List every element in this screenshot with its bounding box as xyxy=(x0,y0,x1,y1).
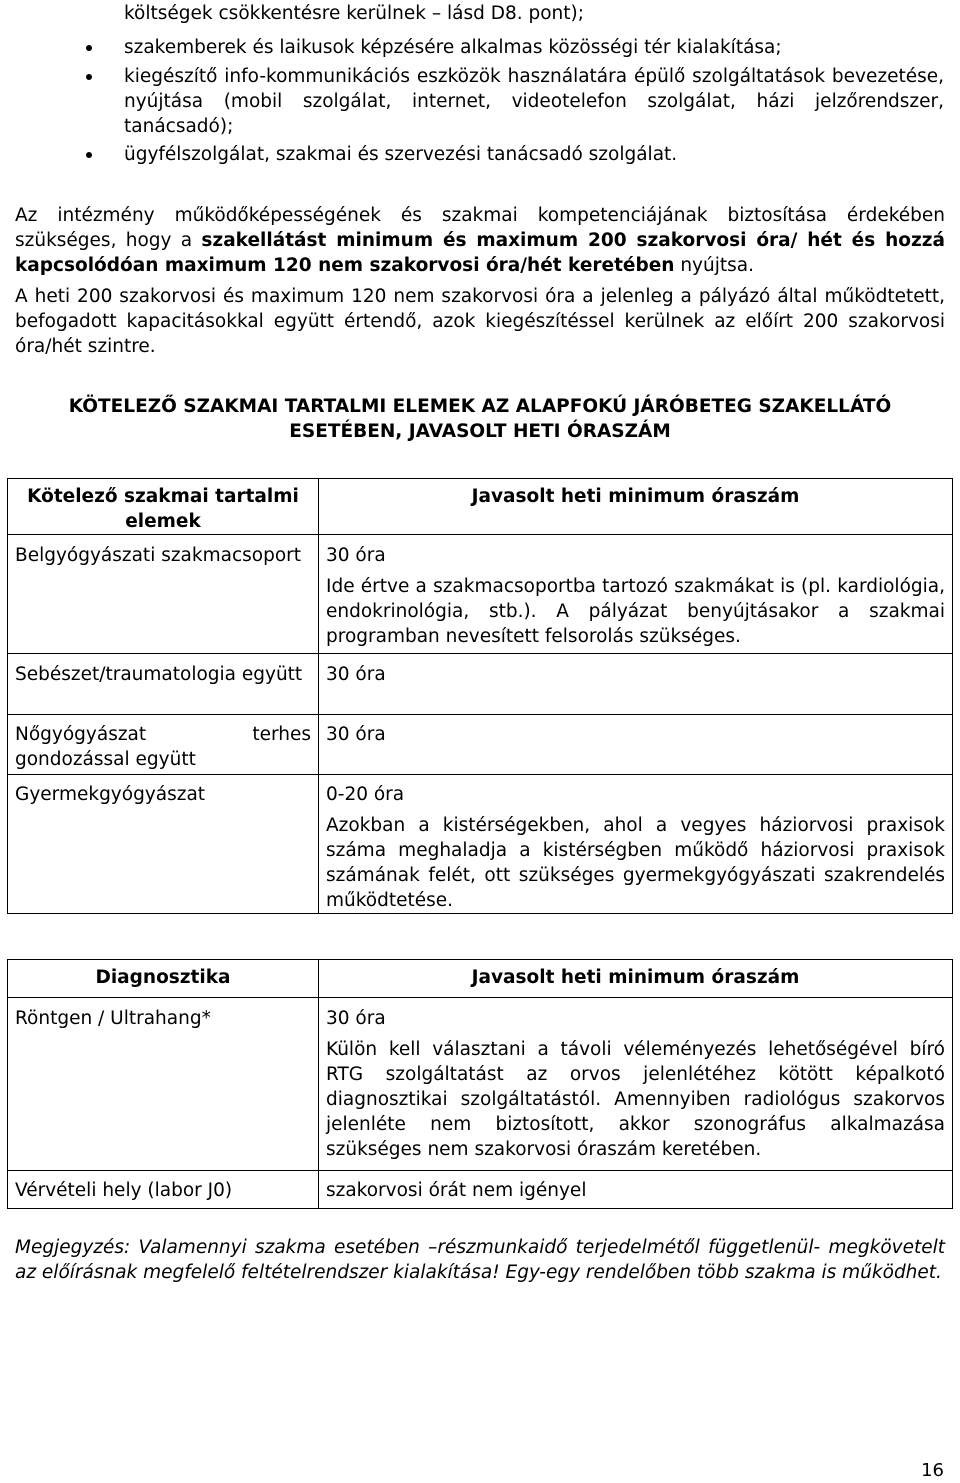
table-cell-hours: 30 óra Külön kell választani a távoli véleményezés lehetőségével bíró RTG szolgáltatást az orvos jelenlétéhez kötött képalkotó diagnosztikai szolgáltatástól. Amennyiben radiológus szakorvos jelenléte nem biztosított, akkor szonográfus alkalmazása szükséges nem szakorvosi óraszám keretében. xyxy=(319,998,953,1171)
paragraph-capacity: Az intézmény működőképességének és szakmai kompetenciájának biztosítása érdekében szükséges, hogy a szakellátást minimum és maximum 200 szakorvosi óra/ hét és hozzá kapcsolódóan maximum 120 nem szakorvosi óra/hét keretében nyújtsa. xyxy=(15,205,945,276)
table-header-row xyxy=(8,479,953,535)
table-cell-hours: 30 óra Ide értve a szakmacsoportba tartozó szakmákat is (pl. kardiológia, endokrinológia, stb.). A pályázat benyújtásakor a szakmai programban nevesített felsorolás szükséges. xyxy=(319,535,953,654)
table-cell-name: Sebészet/traumatologia együtt xyxy=(8,654,319,715)
section-heading: KÖTELEZŐ SZAKMAI TARTALMI ELEMEK AZ ALAPFOKÚ JÁRÓBETEG SZAKELLÁTÓ ESETÉBEN, JAVASOLT HETI ÓRASZÁM xyxy=(68,396,892,442)
table-row xyxy=(8,715,953,775)
page-number: 16 xyxy=(921,1460,944,1481)
paragraph-hours: A heti 200 szakorvosi és maximum 120 nem szakorvosi óra a jelenleg a pályázó által működtetett, befogadott kapacitásokkal együtt értendő, azok kiegészítéssel kerülnek az előírt 200 szakorvosi óra/hét szintre. xyxy=(15,286,945,357)
table-header-cell: Javasolt heti minimum óraszám xyxy=(319,479,953,535)
bullet-dot-icon xyxy=(86,45,92,51)
table-cell-name: Gyermekgyógyászat xyxy=(8,775,319,914)
diagnostics-table xyxy=(7,959,953,1209)
capacity-emphasis: szakellátást minimum és maximum 200 szakorvosi óra/ hét és hozzá kapcsolódóan maximum 120 nem szakorvosi óra/hét keretében xyxy=(15,230,945,276)
footnote: Megjegyzés: Valamennyi szakma esetében –részmunkaidő terjedelmétől függetlenül- megkövetelt az előírásnak megfelelő feltételrendszer kialakítása! Egy-egy rendelőben több szakma is működhet. xyxy=(15,1237,945,1283)
table-row xyxy=(8,654,953,715)
mandatory-elements-table xyxy=(7,478,953,914)
bullet-item: ügyfélszolgálat, szakmai és szervezési tanácsadó szolgálat. xyxy=(124,142,944,167)
table-header-cell: Diagnosztika xyxy=(8,960,319,998)
table-row xyxy=(8,535,953,654)
bullet-dot-icon xyxy=(86,74,92,80)
table-cell-hours: szakorvosi órát nem igényel xyxy=(319,1171,953,1209)
table-cell-hours: 30 óra xyxy=(319,715,953,775)
bullet-item: szakemberek és laikusok képzésére alkalmas közösségi tér kialakítása; xyxy=(124,35,944,60)
table-cell-hours: 30 óra xyxy=(319,654,953,715)
table-cell-name: Belgyógyászati szakmacsoport xyxy=(8,535,319,654)
bullet-dot-icon xyxy=(86,152,92,158)
table-header-row xyxy=(8,960,953,998)
table-row xyxy=(8,1171,953,1209)
table-cell-name: Vérvételi hely (labor J0) xyxy=(8,1171,319,1209)
table-header-cell: Kötelező szakmai tartalmi elemek xyxy=(8,479,319,535)
bullet-continuation: költségek csökkentésre kerülnek – lásd D8. pont); xyxy=(124,3,584,24)
table-row xyxy=(8,775,953,914)
table-cell-name: Nőgyógyászat terhes gondozással együtt xyxy=(8,715,319,775)
table-row xyxy=(8,998,953,1171)
table-header-cell: Javasolt heti minimum óraszám xyxy=(319,960,953,998)
bullet-item: kiegészítő info-kommunikációs eszközök használatára épülő szolgáltatások bevezetése, nyújtása (mobil szolgálat, internet, videotelefon szolgálat, házi jelzőrendszer, tanácsadó); xyxy=(124,64,944,139)
table-cell-hours: 0-20 óra Azokban a kistérségekben, ahol a vegyes háziorvosi praxisok száma meghaladja a kistérségben működő háziorvosi praxisok számának felét, ott szükséges gyermekgyógyászati szakrendelés működtetése. xyxy=(319,775,953,914)
table-cell-name: Röntgen / Ultrahang* xyxy=(8,998,319,1171)
